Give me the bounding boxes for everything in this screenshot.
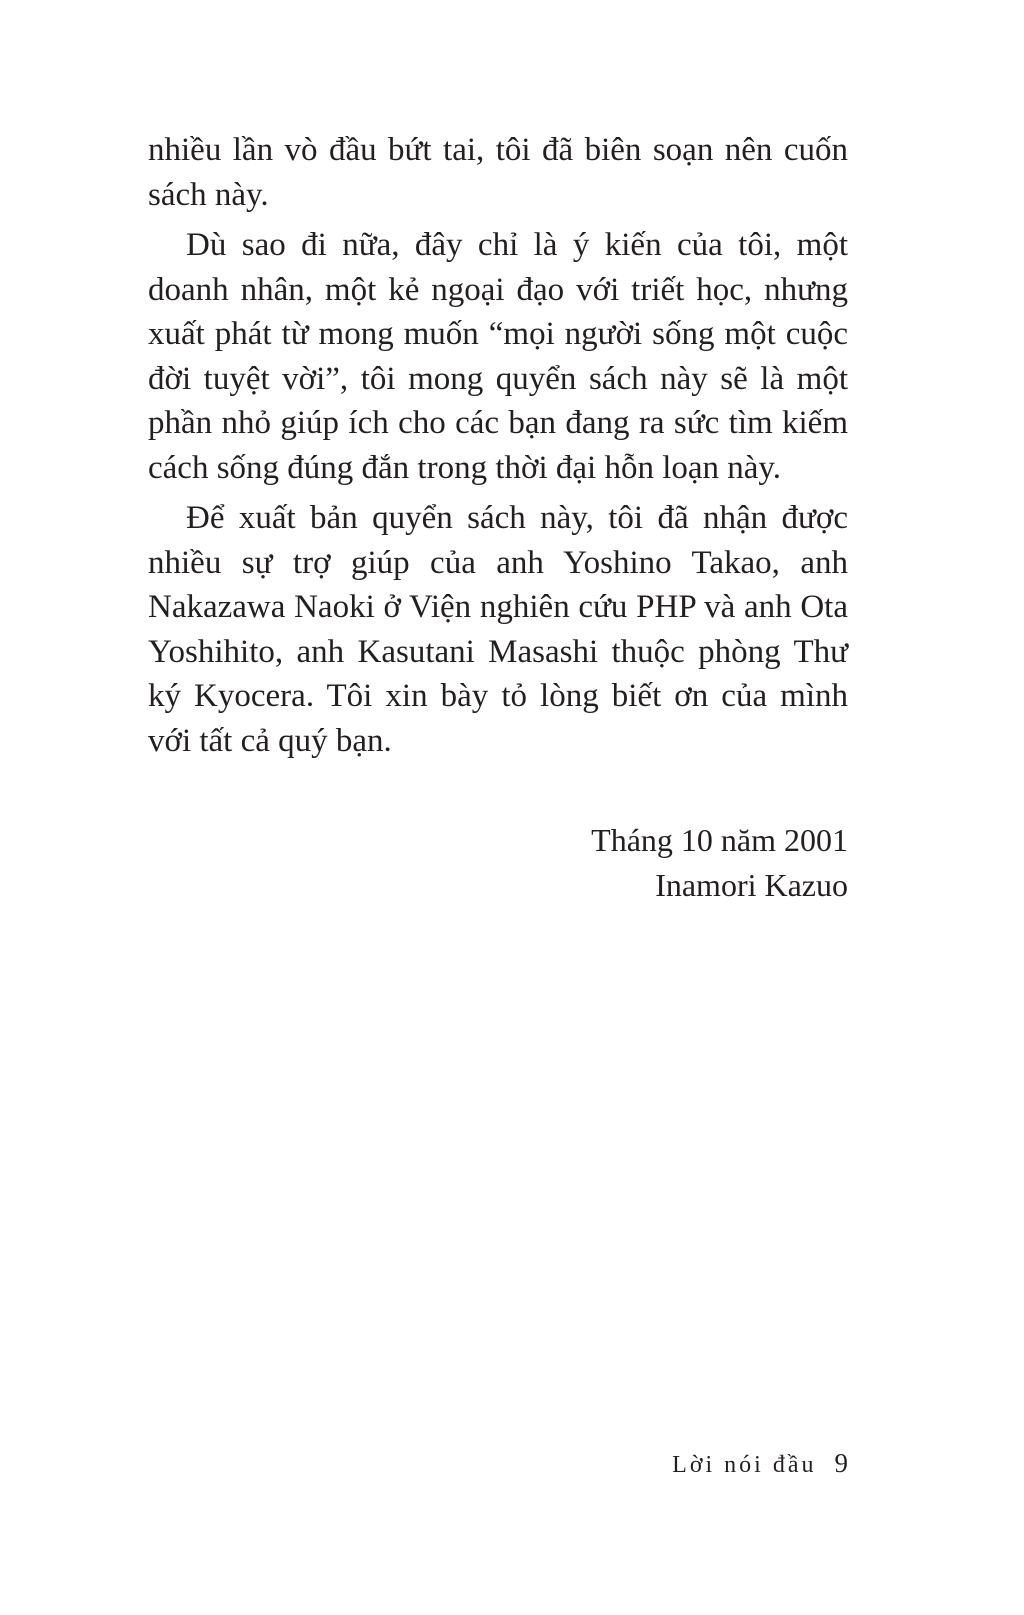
signature-block xyxy=(591,818,848,908)
paragraph-continuation: nhiều lần vò đầu bứt tai, tôi đã biên soạn nên cuốn sách này. xyxy=(148,132,848,213)
running-head: Lời nói đầu xyxy=(672,1452,817,1478)
page-footer xyxy=(672,1448,848,1480)
page-number: 9 xyxy=(834,1448,848,1478)
body-text xyxy=(148,128,848,769)
paragraph: Dù sao đi nữa, đây chỉ là ý kiến của tôi, một doanh nhân, một kẻ ngoại đạo với triết học, nhưng xuất phát từ mong muốn “mọi người sống một cuộc đời tuyệt vời”, tôi mong quyển sách này sẽ là một phần nhỏ giúp ích cho các bạn đang ra sức tìm kiếm cách sống đúng đắn trong thời đại hỗn loạn này. xyxy=(148,227,848,486)
paragraph: Để xuất bản quyển sách này, tôi đã nhận được nhiều sự trợ giúp của anh Yoshino Takao, anh Nakazawa Naoki ở Viện nghiên cứu PHP và anh Ota Yoshihito, anh Kasutani Masashi thuộc phòng Thư ký Kyocera. Tôi xin bày tỏ lòng biết ơn của mình với tất cả quý bạn. xyxy=(148,500,848,759)
signature-date: Tháng 10 năm 2001 xyxy=(591,822,848,858)
signature-author: Inamori Kazuo xyxy=(655,867,848,903)
